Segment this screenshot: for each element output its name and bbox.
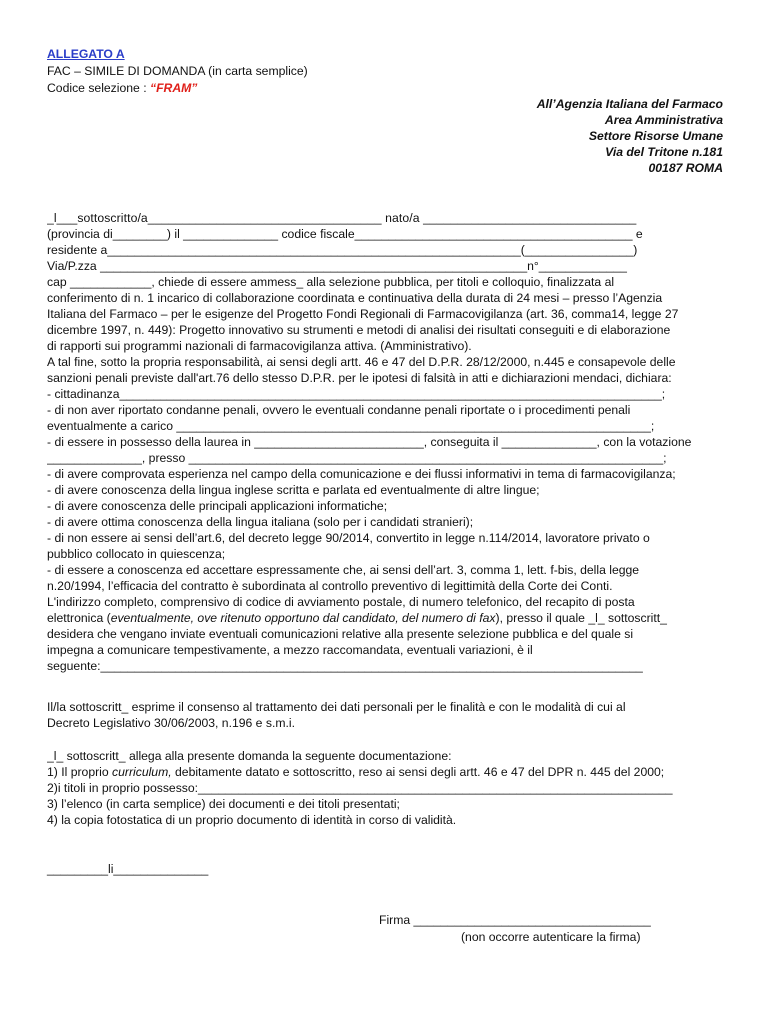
body-line: _l___sottoscritto/a__________________________________ nato/a _______________________________ xyxy=(47,211,637,225)
form-subtitle: FAC – SIMILE DI DOMANDA (in carta semplice) xyxy=(47,64,308,78)
body-line: dicembre 1997, n. 449): Progetto innovativo su strumenti e metodi di analisi dei risultati conseguiti e di elaborazione xyxy=(47,323,671,337)
selection-code-value: “FRAM” xyxy=(149,81,198,95)
body-line: - di avere comprovata esperienza nel campo della comunicazione e dei flussi informativi in tema di farmacovigilanza; xyxy=(47,467,676,481)
email-line-italic: eventualmente, ove ritenuto opportuno dal candidato, del numero di fax xyxy=(110,611,496,625)
body-line: - di avere conoscenza della lingua inglese scritta e parlata ed eventualmente di altre lingue; xyxy=(47,483,540,497)
curriculum-italic: curriculum, xyxy=(112,765,172,779)
body-line: (provincia di________) il ______________ codice fiscale_________________________________________ e xyxy=(47,227,643,241)
consent-line: Decreto Legislativo 30/06/2003, n.196 e s.m.i. xyxy=(47,716,295,730)
place-date-field: _________li______________ xyxy=(47,862,209,876)
attachment-item-curriculum xyxy=(47,764,724,780)
body-line: - cittadinanza________________________________________________________________________________; xyxy=(47,387,666,401)
recipient-line: Settore Risorse Umane xyxy=(588,129,723,143)
body-line: conferimento di n. 1 incarico di collaborazione coordinata e continuativa della durata di 24 mesi – presso l’Agenzia xyxy=(47,291,663,305)
selection-code-label: Codice selezione : xyxy=(47,81,147,95)
body-line: pubblico collocato in quiescenza; xyxy=(47,547,226,561)
attachment-item: 3) l’elenco (in carta semplice) dei documenti e dei titoli presentati; xyxy=(47,797,400,811)
body-line: Via/P.zza _______________________________________________________________n°_____________ xyxy=(47,259,627,273)
body-line: - di non essere ai sensi dell’art.6, del decreto legge 90/2014, convertito in legge n.114/2014, lavoratore privato o xyxy=(47,531,650,545)
application-body xyxy=(47,210,724,674)
recipient-line: 00187 ROMA xyxy=(648,161,723,175)
body-line: Italiana del Farmaco – per le esigenze del Progetto Fondi Regionali di Farmacovigilanza (art. 36, comma14, legge 27 xyxy=(47,307,679,321)
signature-note: (non occorre autenticare la firma) xyxy=(461,930,641,944)
recipient-line: All’Agenzia Italiana del Farmaco xyxy=(536,97,723,111)
body-line: desidera che vengano inviate eventuali comunicazioni relative alla presente selezione pubblica e del quale si xyxy=(47,627,634,641)
body-line: impegna a comunicare tempestivamente, a mezzo raccomandata, eventuali variazioni, è il xyxy=(47,643,533,657)
document-header xyxy=(47,46,308,97)
consent-section xyxy=(47,699,724,731)
email-line-start: elettronica ( xyxy=(47,611,111,625)
body-line: residente a_____________________________________________________________(________________) xyxy=(47,243,638,257)
body-line: - di essere in possesso della laurea in _________________________, conseguita il ______________, con la votazione xyxy=(47,435,692,449)
consent-line: Il/la sottoscritt_ esprime il consenso al trattamento dei dati personali per le finalità e con le modalità di cui al xyxy=(47,700,626,714)
body-line: L'indirizzo completo, comprensivo di codice di avviamento postale, di numero telefonico, del recapito di posta xyxy=(47,595,635,609)
recipient-address xyxy=(423,96,723,176)
body-line: ______________, presso ______________________________________________________________________; xyxy=(47,451,667,465)
body-line: seguente:________________________________________________________________________________ xyxy=(47,659,643,673)
email-address-line xyxy=(47,610,724,626)
body-line: - di avere ottima conoscenza della lingua italiana (solo per i candidati stranieri); xyxy=(47,515,474,529)
body-line: cap ____________, chiede di essere ammess_ alla selezione pubblica, per titoli e colloquio, finalizzata al xyxy=(47,275,615,289)
attachment-item-text: debitamente datato e sottoscritto, reso ai sensi degli artt. 46 e 47 del DPR n. 445 del 2000; xyxy=(171,765,665,779)
body-line: eventualmente a carico ______________________________________________________________________; xyxy=(47,419,655,433)
selection-code xyxy=(47,80,308,97)
body-line: - di non aver riportato condanne penali, ovvero le eventuali condanne penali riportate o i procedimenti penali xyxy=(47,403,631,417)
attachments-intro: _l_ sottoscritt_ allega alla presente domanda la seguente documentazione: xyxy=(47,749,452,763)
body-line: n.20/1994, l’efficacia del contratto è subordinata al controllo preventivo di legittimità della Corte dei Conti. xyxy=(47,579,613,593)
recipient-line: Via del Tritone n.181 xyxy=(605,145,723,159)
attachments-section xyxy=(47,748,724,828)
signature-field: Firma ___________________________________ xyxy=(379,913,651,927)
body-line: sanzioni penali previste dall'art.76 dello stesso D.P.R. per le ipotesi di falsità in atti e dichiarazioni mendaci, dichiara: xyxy=(47,371,672,385)
attachment-item: 2)i titoli in proprio possesso:______________________________________________________________________ xyxy=(47,781,673,795)
attachment-item: 4) la copia fotostatica di un proprio documento di identità in corso di validità. xyxy=(47,813,457,827)
email-line-end: ), presso il quale _l_ sottoscritt_ xyxy=(495,611,667,625)
body-line: - di essere a conoscenza ed accettare espressamente che, ai sensi dell’art. 3, comma 1, lett. f-bis, della legge xyxy=(47,563,640,577)
attachment-title: ALLEGATO A xyxy=(47,47,125,61)
body-line: - di avere conoscenza delle principali applicazioni informatiche; xyxy=(47,499,388,513)
recipient-line: Area Amministrativa xyxy=(604,113,723,127)
attachment-item-text: 1) Il proprio xyxy=(47,765,113,779)
body-line: di rapporti sui programmi nazionali di farmacovigilanza attiva. (Amministrativo). xyxy=(47,339,472,353)
body-line: A tal fine, sotto la propria responsabilità, ai sensi degli artt. 46 e 47 del D.P.R. 28/12/2000, n.445 e consapevole delle xyxy=(47,355,676,369)
